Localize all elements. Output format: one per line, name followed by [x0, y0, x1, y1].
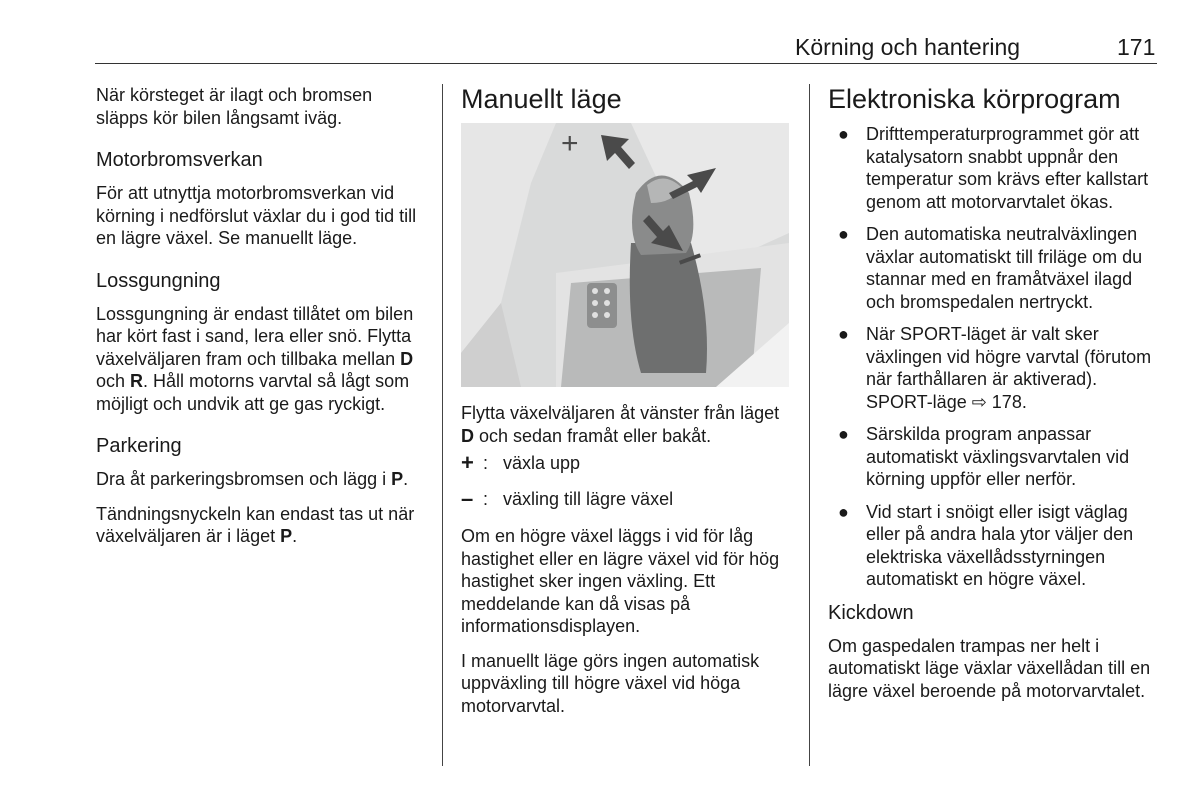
legend-upshift: + : växla upp	[461, 449, 581, 475]
list-item: ● Den automatiska neutralväxlingen växlar automatiskt till friläge om du stannar med en framåtväxel ilagd och bromspedalen nertryckt.	[838, 224, 1143, 312]
bullet-icon: ●	[838, 124, 849, 144]
bullet-icon: ●	[838, 424, 849, 444]
bullet-icon: ●	[838, 224, 849, 244]
instruction-paragraph: Flytta växelväljaren åt vänster från läget D och sedan framåt eller bakåt.	[461, 403, 780, 446]
paragraph-no-auto-upshift: I manuellt läge görs ingen automatisk uppväxling till högre växel vid höga motorvarvtal.	[461, 650, 760, 716]
legend-downshift-text: växling till lägre växel	[503, 488, 674, 509]
svg-text:+: +	[561, 127, 579, 160]
section-title: Körning och hantering	[795, 34, 1021, 60]
intro-paragraph: När körsteget är ilagt och bromsen släpps kör bilen långsamt iväg.	[96, 85, 373, 128]
paragraph-motorbromsverkan: För att utnyttja motorbromsverkan vid körning i nedförslut växlar du i god tid till en lägre växel. Se manuellt läge.	[96, 183, 417, 248]
minus-icon: –	[461, 485, 474, 511]
heading-motorbromsverkan: Motorbromsverkan	[96, 149, 263, 171]
list-item: ● Drifttemperaturprogrammet gör att katalysatorn snabbt uppnår den temperatur som krävs efter kallstart genom att motorvarvtalet ökas.	[838, 124, 1149, 212]
header-rule	[95, 63, 1157, 64]
column-3	[828, 84, 1158, 702]
list-item: ● Särskilda program anpassar automatiskt växlingsvarvtalen vid körning uppför eller nerför.	[838, 424, 1130, 489]
list-item: ● När SPORT-läget är valt sker växlingen vid högre varvtal (förutom när farthållaren är aktiverad). SPORT-läge ⇨ 178.	[838, 324, 1152, 412]
heading-lossgungning: Lossgungning	[96, 269, 221, 292]
gear-selector-illustration	[461, 123, 789, 387]
program-list	[828, 123, 1158, 591]
paragraph-parkering-2: Tändningsnyckeln kan endast tas ut när växelväljaren är i läget P.	[96, 503, 415, 546]
column-divider	[442, 84, 443, 766]
column-1	[96, 84, 426, 548]
paragraph-gear-warning: Om en högre växel läggs i vid för låg hastighet eller en lägre växel vid för hög hastighet sker ingen växling. Ett meddelande kan då visas på informationsdisplayen.	[461, 526, 780, 636]
bullet-icon: ●	[838, 501, 849, 522]
heading-kickdown: Kickdown	[828, 601, 914, 624]
heading-manuellt-lage: Manuellt läge	[461, 84, 622, 114]
list-item: ● Vid start i snöigt eller isigt väglag eller på andra hala ytor väljer den elektriska växellådsstyrningen automatiskt en högre växel.	[838, 501, 1134, 589]
legend-downshift: – : växling till lägre växel	[461, 485, 674, 511]
legend-upshift-text: växla upp	[503, 452, 581, 473]
column-divider	[809, 84, 810, 766]
heading-parkering: Parkering	[96, 435, 182, 457]
paragraph-parkering-1: Dra åt parkeringsbromsen och lägg i P.	[96, 469, 409, 489]
paragraph-kickdown: Om gaspedalen trampas ner helt i automatiskt läge växlar växellådan till en lägre växel beroende på motorvarvtalet.	[828, 635, 1151, 701]
bullet-icon: ●	[838, 324, 849, 344]
plus-icon: +	[461, 449, 474, 475]
page-number: 171	[1117, 34, 1156, 60]
paragraph-lossgungning: Lossgungning är endast tillåtet om bilen har kört fast i sand, lera eller snö. Flytta växelväljaren fram och tillbaka mellan D och R. Håll motorns varvtal så lågt som möjligt och undvik att ge gas ryckigt.	[96, 303, 414, 414]
heading-elektroniska-korprogram: Elektroniska körprogram	[828, 84, 1121, 114]
column-2	[461, 84, 791, 717]
